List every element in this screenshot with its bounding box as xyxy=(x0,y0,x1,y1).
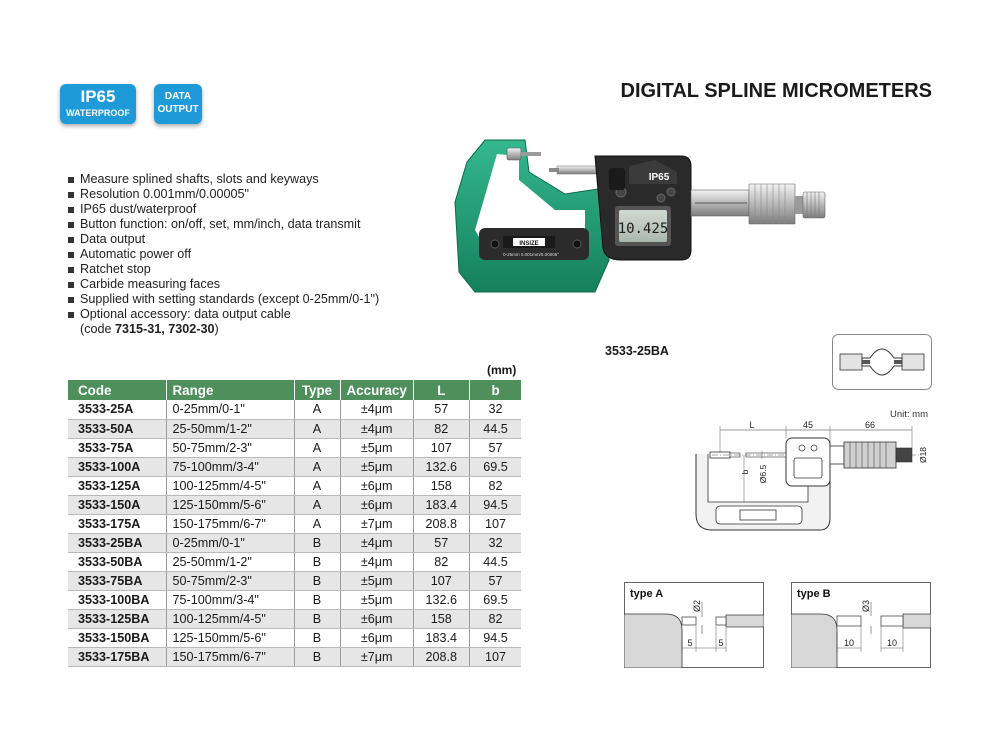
ip65-badge-title: IP65 xyxy=(80,87,116,106)
cell-b: 44.5 xyxy=(469,419,521,438)
table-row xyxy=(68,419,521,438)
table-row xyxy=(68,476,521,495)
type-a-width-1: 5 xyxy=(687,638,693,648)
feature-item: Button function: on/off, set, mm/inch, data transmit xyxy=(68,217,448,232)
cell-accuracy: ±7μm xyxy=(340,647,413,666)
cell-accuracy: ±4μm xyxy=(340,533,413,552)
col-b: b xyxy=(469,380,521,400)
cell-accuracy: ±4μm xyxy=(340,552,413,571)
cell-b: 107 xyxy=(469,514,521,533)
type-b-diameter: Ø3 xyxy=(861,599,871,613)
cell-l: 183.4 xyxy=(413,495,469,514)
dim-d65-label: Ø6.5 xyxy=(758,464,768,484)
cell-type: B xyxy=(294,552,340,571)
accessory-code-suffix: ) xyxy=(214,322,219,336)
accessory-code-values: 7315-31, 7302-30 xyxy=(115,322,215,336)
table-row xyxy=(68,609,521,628)
spline-section-icon xyxy=(832,334,932,390)
cell-type: A xyxy=(294,438,340,457)
cell-code: 3533-175A xyxy=(68,514,166,533)
cell-range: 25-50mm/1-2" xyxy=(166,552,294,571)
cell-range: 125-150mm/5-6" xyxy=(166,495,294,514)
cell-l: 107 xyxy=(413,438,469,457)
cell-code: 3533-125A xyxy=(68,476,166,495)
cell-range: 100-125mm/4-5" xyxy=(166,476,294,495)
cell-range: 50-75mm/2-3" xyxy=(166,438,294,457)
cell-range: 25-50mm/1-2" xyxy=(166,419,294,438)
type-b-detail xyxy=(791,582,931,668)
ip65-badge-subtitle: WATERPROOF xyxy=(66,108,130,118)
cell-b: 57 xyxy=(469,438,521,457)
cell-l: 132.6 xyxy=(413,590,469,609)
cell-code: 3533-175BA xyxy=(68,647,166,666)
table-row xyxy=(68,590,521,609)
range-label: 0-25mm 0.001mm/0.00005" xyxy=(503,252,559,257)
page-title: DIGITAL SPLINE MICROMETERS xyxy=(620,80,932,102)
table-unit: (mm) xyxy=(487,363,517,377)
table-row xyxy=(68,495,521,514)
cell-accuracy: ±6μm xyxy=(340,495,413,514)
cell-b: 69.5 xyxy=(469,590,521,609)
cell-code: 3533-150A xyxy=(68,495,166,514)
cell-b: 32 xyxy=(469,533,521,552)
cell-type: B xyxy=(294,647,340,666)
cell-type: A xyxy=(294,514,340,533)
cell-accuracy: ±5μm xyxy=(340,438,413,457)
cell-b: 94.5 xyxy=(469,495,521,514)
type-b-width-2: 10 xyxy=(886,638,898,648)
table-row xyxy=(68,457,521,476)
dim-l-label: L xyxy=(749,420,755,430)
cell-l: 158 xyxy=(413,609,469,628)
cell-range: 100-125mm/4-5" xyxy=(166,609,294,628)
cell-code: 3533-75BA xyxy=(68,571,166,590)
cell-accuracy: ±5μm xyxy=(340,571,413,590)
feature-item: Ratchet stop xyxy=(68,262,448,277)
cell-b: 44.5 xyxy=(469,552,521,571)
cell-range: 50-75mm/2-3" xyxy=(166,571,294,590)
cell-type: B xyxy=(294,571,340,590)
cell-type: A xyxy=(294,419,340,438)
accessory-code-prefix: (code xyxy=(80,322,116,336)
col-range: Range xyxy=(166,380,294,400)
cell-code: 3533-125BA xyxy=(68,609,166,628)
cell-b: 82 xyxy=(469,609,521,628)
table-row xyxy=(68,533,521,552)
cell-code: 3533-150BA xyxy=(68,628,166,647)
cell-b: 69.5 xyxy=(469,457,521,476)
head-ip65-label: IP65 xyxy=(648,172,670,183)
table-row xyxy=(68,552,521,571)
technical-drawing xyxy=(690,418,936,534)
table-row xyxy=(68,438,521,457)
cell-accuracy: ±4μm xyxy=(340,400,413,419)
type-a-detail xyxy=(624,582,764,668)
cell-range: 150-175mm/6-7" xyxy=(166,647,294,666)
cell-code: 3533-100BA xyxy=(68,590,166,609)
dim-d18-label: Ø18 xyxy=(918,446,928,464)
cell-b: 107 xyxy=(469,647,521,666)
cell-type: A xyxy=(294,495,340,514)
cell-accuracy: ±6μm xyxy=(340,609,413,628)
type-a-width-2: 5 xyxy=(718,638,724,648)
table-row xyxy=(68,571,521,590)
data-output-badge-line2: OUTPUT xyxy=(157,104,199,115)
spec-table xyxy=(68,380,521,667)
cell-l: 82 xyxy=(413,552,469,571)
feature-item: Resolution 0.001mm/0.00005" xyxy=(68,187,448,202)
col-accuracy: Accuracy xyxy=(340,380,413,400)
cell-accuracy: ±6μm xyxy=(340,476,413,495)
cell-range: 0-25mm/0-1" xyxy=(166,400,294,419)
cell-type: A xyxy=(294,476,340,495)
cell-b: 32 xyxy=(469,400,521,419)
cell-accuracy: ±5μm xyxy=(340,457,413,476)
data-output-badge xyxy=(154,84,202,124)
cell-code: 3533-75A xyxy=(68,438,166,457)
cell-range: 0-25mm/0-1" xyxy=(166,533,294,552)
type-b-width-1: 10 xyxy=(843,638,855,648)
feature-item: Optional accessory: data output cable xyxy=(68,307,448,322)
dim-b-label: b xyxy=(740,469,750,475)
cell-l: 208.8 xyxy=(413,514,469,533)
table-row xyxy=(68,514,521,533)
cell-b: 57 xyxy=(469,571,521,590)
cell-accuracy: ±5μm xyxy=(340,590,413,609)
micrometer-product-photo xyxy=(445,132,875,307)
col-type: Type xyxy=(294,380,340,400)
type-b-title: type B xyxy=(797,588,831,600)
ip65-badge xyxy=(60,84,136,124)
feature-item: Carbide measuring faces xyxy=(68,277,448,292)
feature-item: Automatic power off xyxy=(68,247,448,262)
cell-code: 3533-100A xyxy=(68,457,166,476)
table-row xyxy=(68,647,521,666)
brand-label: INSIZE xyxy=(519,241,539,247)
dim-66-label: 66 xyxy=(864,420,876,430)
table-row xyxy=(68,628,521,647)
cell-code: 3533-25BA xyxy=(68,533,166,552)
cell-range: 150-175mm/6-7" xyxy=(166,514,294,533)
cell-b: 82 xyxy=(469,476,521,495)
cell-code: 3533-50A xyxy=(68,419,166,438)
cell-l: 57 xyxy=(413,400,469,419)
cell-l: 158 xyxy=(413,476,469,495)
cell-l: 132.6 xyxy=(413,457,469,476)
feature-item: Data output xyxy=(68,232,448,247)
cell-type: B xyxy=(294,533,340,552)
model-label: 3533-25BA xyxy=(605,344,669,358)
feature-item: IP65 dust/waterproof xyxy=(68,202,448,217)
cell-b: 94.5 xyxy=(469,628,521,647)
cell-type: B xyxy=(294,590,340,609)
feature-list xyxy=(68,172,448,337)
lcd-reading: 10.425 xyxy=(617,221,669,237)
cell-range: 125-150mm/5-6" xyxy=(166,628,294,647)
feature-item: Supplied with setting standards (except 0-25mm/0-1") xyxy=(68,292,448,307)
drawing-unit: Unit: mm xyxy=(890,409,928,420)
cell-accuracy: ±7μm xyxy=(340,514,413,533)
cell-l: 57 xyxy=(413,533,469,552)
cell-range: 75-100mm/3-4" xyxy=(166,590,294,609)
spec-table-body xyxy=(68,400,521,666)
table-header-row xyxy=(68,380,521,400)
cell-type: B xyxy=(294,609,340,628)
feature-item: Measure splined shafts, slots and keyways xyxy=(68,172,448,187)
cell-code: 3533-25A xyxy=(68,400,166,419)
cell-range: 75-100mm/3-4" xyxy=(166,457,294,476)
cell-type: B xyxy=(294,628,340,647)
cell-code: 3533-50BA xyxy=(68,552,166,571)
dim-45-label: 45 xyxy=(802,420,814,430)
cell-accuracy: ±4μm xyxy=(340,419,413,438)
table-row xyxy=(68,400,521,419)
cell-type: A xyxy=(294,400,340,419)
type-a-title: type A xyxy=(630,588,664,600)
type-a-diameter: Ø2 xyxy=(692,599,702,613)
cell-accuracy: ±6μm xyxy=(340,628,413,647)
cell-l: 183.4 xyxy=(413,628,469,647)
accessory-code-line xyxy=(68,322,448,337)
cell-l: 107 xyxy=(413,571,469,590)
cell-type: A xyxy=(294,457,340,476)
col-code: Code xyxy=(68,380,166,400)
data-output-badge-line1: DATA xyxy=(164,91,192,102)
cell-l: 82 xyxy=(413,419,469,438)
col-l: L xyxy=(413,380,469,400)
cell-l: 208.8 xyxy=(413,647,469,666)
